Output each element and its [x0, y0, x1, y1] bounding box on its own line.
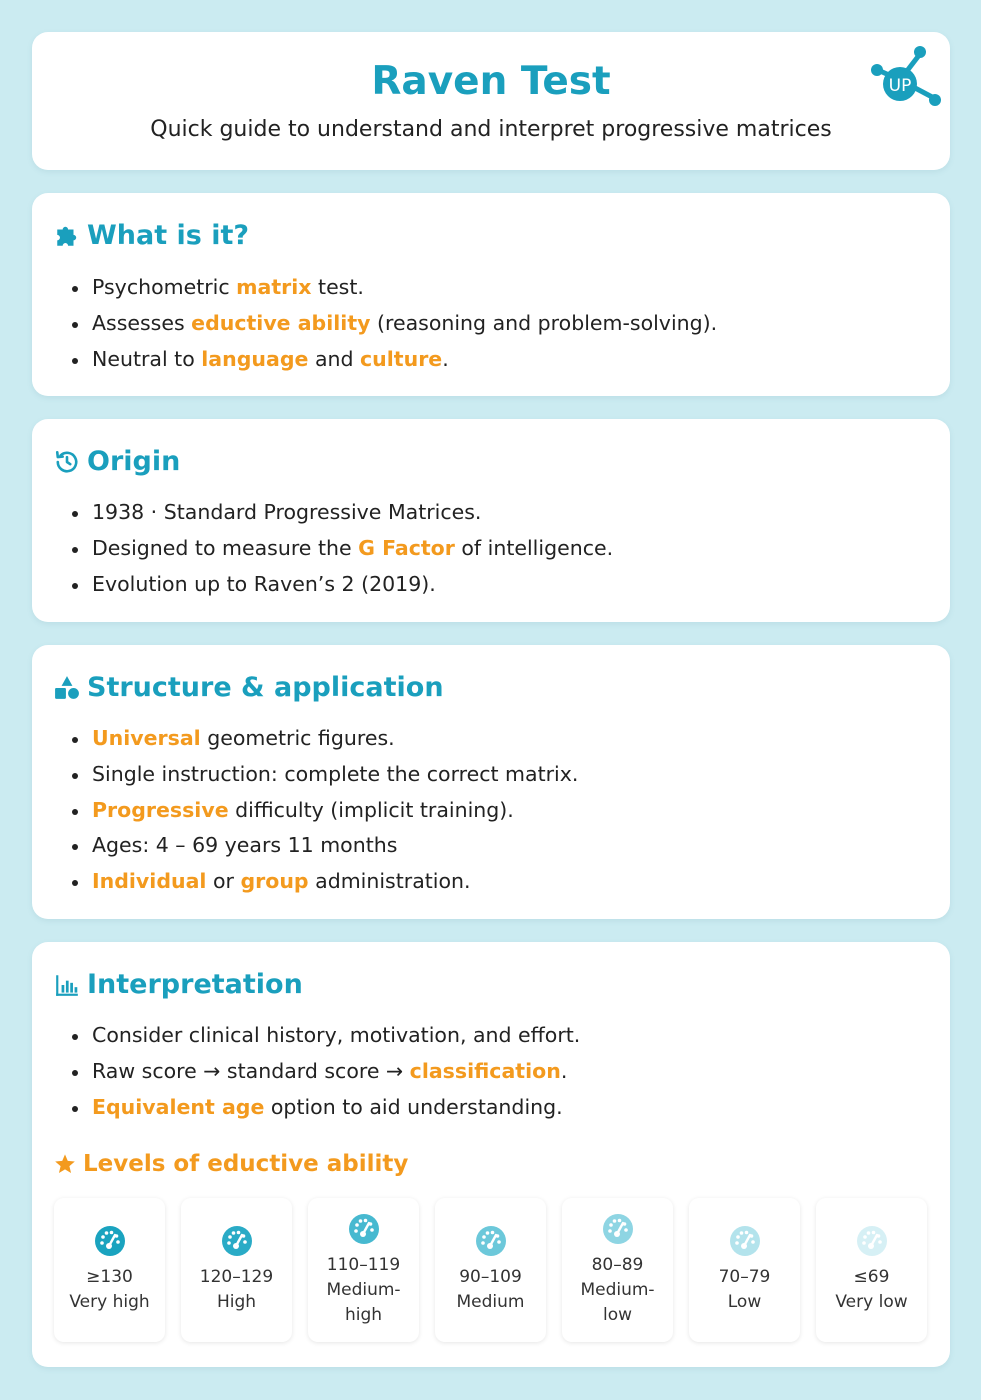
list-item	[70, 567, 930, 603]
level-card	[54, 1198, 165, 1342]
list-item	[70, 306, 930, 342]
star-icon	[54, 1153, 76, 1175]
text: .	[560, 1058, 568, 1083]
text: geometric figures.	[200, 726, 395, 750]
list-item	[70, 531, 930, 567]
interpretation-heading	[54, 969, 303, 1000]
text: difficulty (implicit training).	[228, 797, 514, 822]
highlight-text: G Factor	[358, 535, 455, 560]
level-card	[816, 1198, 927, 1342]
history-icon	[54, 449, 80, 475]
level-label: High	[216, 1292, 257, 1312]
highlight-text: Universal	[92, 726, 201, 750]
interpretation-card	[32, 942, 950, 1367]
origin-card	[32, 419, 950, 622]
list-item	[70, 1018, 930, 1054]
highlight-text: group	[240, 869, 309, 893]
text: Single instruction: complete the correct matrix.	[92, 761, 579, 786]
bar-chart-icon	[54, 972, 80, 998]
text: (reasoning and problem-solving).	[370, 310, 718, 335]
level-label: high	[344, 1304, 383, 1325]
logo	[870, 40, 942, 112]
text: .	[442, 346, 449, 371]
puzzle-icon	[54, 223, 80, 249]
gauge-icon	[348, 1213, 380, 1245]
level-label: Medium	[456, 1292, 525, 1312]
gauge-icon	[221, 1225, 253, 1257]
what-is-it-list	[70, 270, 930, 377]
level-label: Medium-	[580, 1279, 655, 1300]
text: administration.	[308, 869, 471, 893]
gauge-icon	[602, 1213, 634, 1245]
level-label: Low	[727, 1292, 762, 1312]
shapes-icon	[54, 675, 80, 701]
origin-heading	[54, 446, 180, 477]
structure-list	[70, 721, 930, 900]
level-range: ≤69	[853, 1267, 890, 1287]
what-is-it-title: What is it?	[87, 220, 250, 251]
text: Raw score → standard score →	[92, 1058, 410, 1083]
list-item	[70, 1054, 930, 1090]
gauge-icon	[856, 1225, 888, 1257]
list-item	[70, 342, 930, 378]
list-item	[70, 864, 930, 900]
levels-title: Levels of eductive ability	[83, 1151, 409, 1177]
page-subtitle: Quick guide to understand and interpret progressive matrices	[150, 117, 832, 142]
origin-title: Origin	[87, 446, 181, 477]
page-title: Raven Test	[371, 59, 611, 104]
text: Assesses	[92, 310, 192, 335]
highlight-text: classification	[409, 1058, 561, 1083]
levels-heading	[54, 1151, 408, 1177]
level-card	[181, 1198, 292, 1342]
level-range: 70–79	[718, 1267, 771, 1287]
highlight-text: Individual	[92, 869, 207, 893]
list-item	[70, 757, 930, 793]
level-range: 110–119	[326, 1254, 401, 1275]
gauge-icon	[94, 1225, 126, 1257]
structure-card	[32, 645, 950, 919]
text: Ages: 4 – 69 years 11 months	[92, 833, 398, 858]
text: Consider clinical history, motivation, and effort.	[92, 1023, 581, 1047]
logo-text: UP	[888, 76, 912, 96]
level-range: 90–109	[459, 1267, 522, 1287]
text: Evolution up to Raven’s 2 (2019).	[92, 571, 436, 596]
list-item	[70, 1090, 930, 1126]
text: or	[206, 869, 241, 893]
levels-row	[54, 1198, 927, 1342]
interpretation-title: Interpretation	[87, 969, 303, 1000]
origin-list	[70, 495, 930, 602]
text: option to aid understanding.	[264, 1094, 563, 1119]
level-card	[308, 1198, 419, 1342]
gauge-icon	[475, 1225, 507, 1257]
what-is-it-card	[32, 193, 950, 396]
list-item	[70, 270, 930, 306]
text: 1938 · Standard Progressive Matrices.	[92, 500, 482, 524]
list-item	[70, 828, 930, 864]
gauge-icon	[729, 1225, 761, 1257]
text: of intelligence.	[454, 535, 614, 560]
text: Designed to measure the	[92, 535, 359, 560]
what-is-it-heading	[54, 220, 249, 251]
structure-title: Structure & application	[87, 672, 444, 703]
text: Neutral to	[92, 346, 202, 371]
level-range: ≥130	[86, 1267, 133, 1287]
structure-heading	[54, 672, 444, 703]
level-label: Very low	[835, 1292, 908, 1312]
level-card	[689, 1198, 800, 1342]
level-label: Very high	[69, 1292, 150, 1312]
text: test.	[311, 275, 364, 299]
level-card	[562, 1198, 673, 1342]
highlight-text: culture	[360, 346, 443, 371]
level-label: low	[602, 1304, 633, 1325]
level-range: 80–89	[591, 1254, 644, 1275]
list-item	[70, 721, 930, 757]
interpretation-list	[70, 1018, 930, 1125]
list-item	[70, 793, 930, 829]
level-range: 120–129	[199, 1267, 274, 1287]
level-card	[435, 1198, 546, 1342]
highlight-text: eductive ability	[191, 310, 371, 335]
header-card	[32, 32, 950, 170]
level-label: Medium-	[326, 1279, 401, 1300]
text: and	[308, 346, 361, 371]
text: Psychometric	[92, 275, 237, 299]
highlight-text: matrix	[236, 275, 312, 299]
highlight-text: Progressive	[92, 797, 229, 822]
highlight-text: Equivalent age	[92, 1094, 265, 1119]
list-item	[70, 495, 930, 531]
highlight-text: language	[201, 346, 309, 371]
